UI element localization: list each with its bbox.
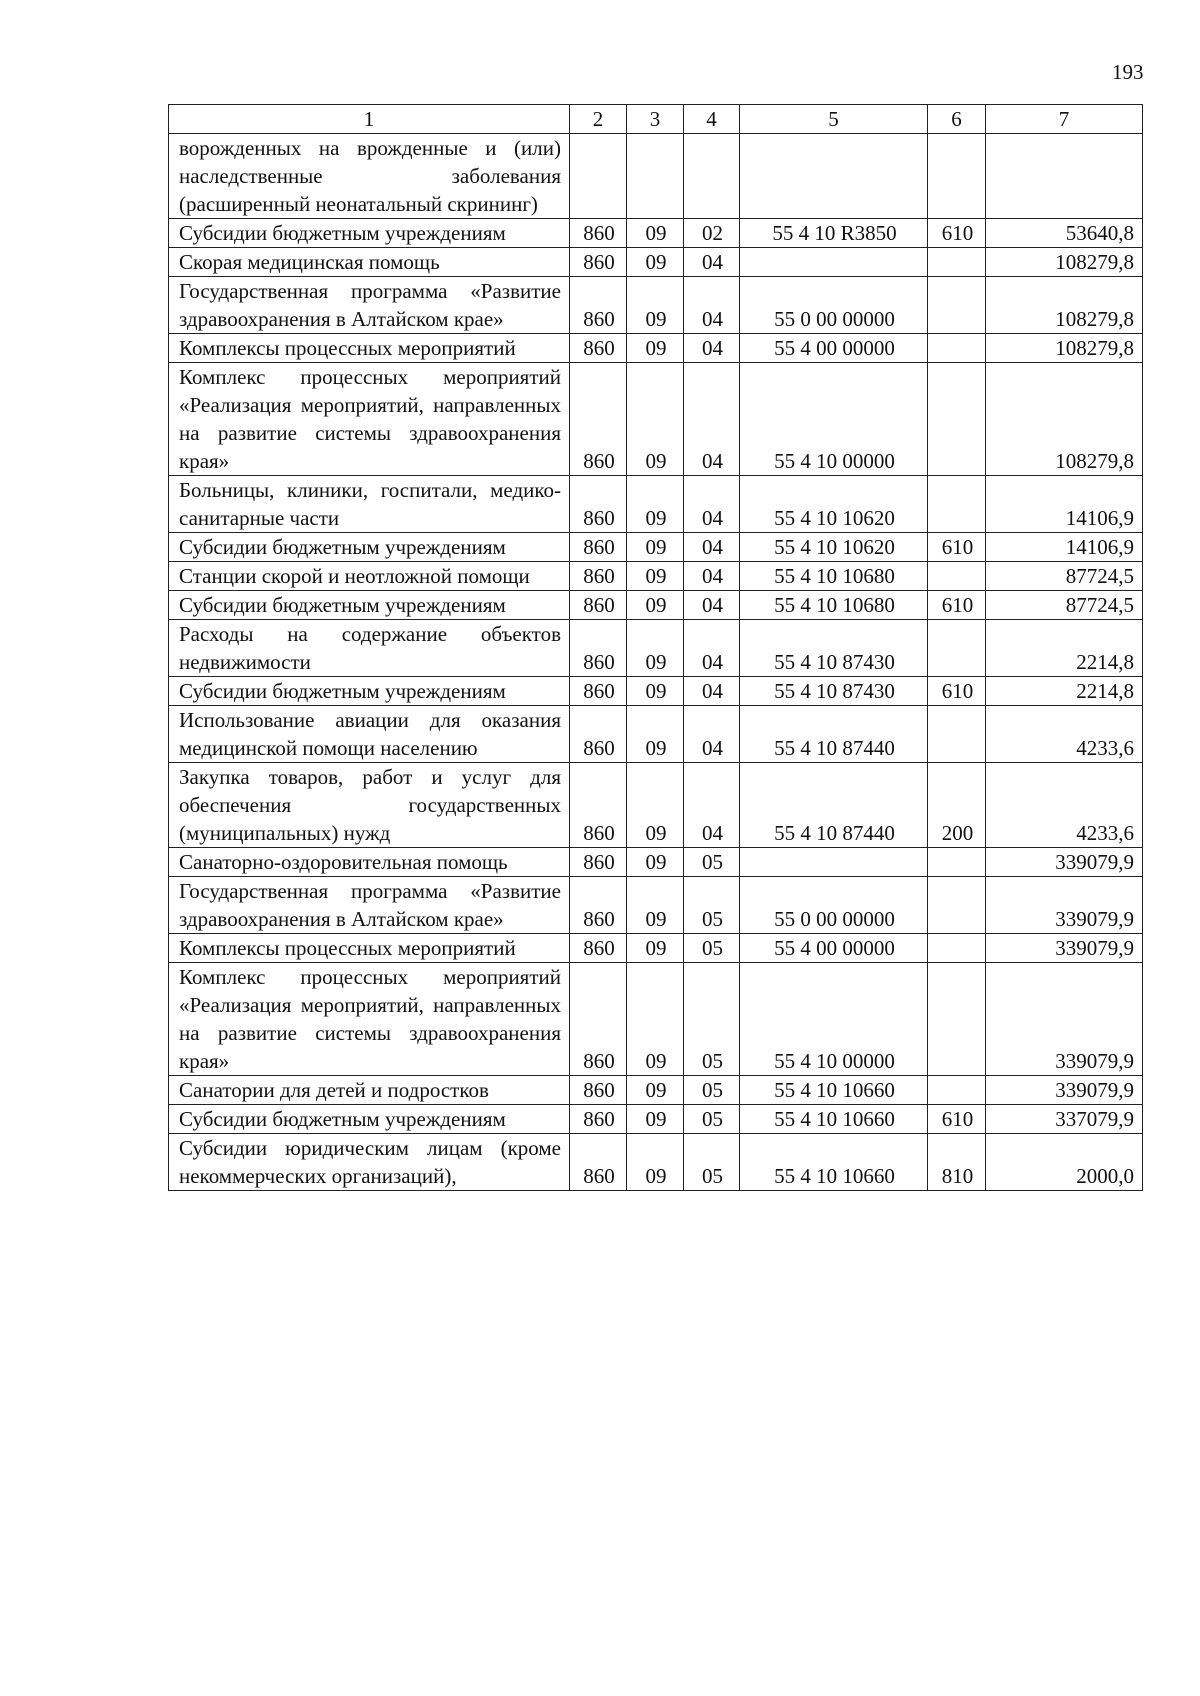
header-col-1: 1 <box>169 105 570 134</box>
row-expense-type <box>928 277 986 334</box>
table-row <box>169 620 1143 677</box>
row-subsection: 04 <box>684 363 740 476</box>
row-section: 09 <box>627 277 684 334</box>
header-col-6: 6 <box>928 105 986 134</box>
row-expense-type <box>928 476 986 533</box>
table-row <box>169 476 1143 533</box>
row-section: 09 <box>627 934 684 963</box>
row-admin-code: 860 <box>570 248 627 277</box>
row-amount: 339079,9 <box>986 963 1143 1076</box>
table-row <box>169 763 1143 848</box>
page-number: 193 <box>1112 60 1144 84</box>
row-subsection: 05 <box>684 877 740 934</box>
row-name: Комплексы процессных мероприятий <box>169 934 570 963</box>
row-name: Больницы, клиники, госпитали, медико-санитарные части <box>169 476 570 533</box>
row-expense-type: 810 <box>928 1134 986 1191</box>
table-body <box>169 134 1143 1191</box>
header-row <box>169 105 1143 134</box>
row-section: 09 <box>627 1076 684 1105</box>
row-name: Комплекс процессных мероприятий «Реализация мероприятий, направленных на развитие системы здравоохранения края» <box>169 963 570 1076</box>
row-admin-code: 860 <box>570 877 627 934</box>
row-admin-code: 860 <box>570 934 627 963</box>
row-admin-code: 860 <box>570 562 627 591</box>
row-subsection: 05 <box>684 1105 740 1134</box>
row-name: Государственная программа «Развитие здравоохранения в Алтайском крае» <box>169 877 570 934</box>
row-target-item: 55 4 10 10660 <box>740 1076 928 1105</box>
row-admin-code: 860 <box>570 706 627 763</box>
row-target-item: 55 4 10 R3850 <box>740 219 928 248</box>
row-amount: 108279,8 <box>986 363 1143 476</box>
row-target-item: 55 4 10 00000 <box>740 963 928 1076</box>
row-name: Расходы на содержание объектов недвижимости <box>169 620 570 677</box>
header-col-4: 4 <box>684 105 740 134</box>
row-subsection: 04 <box>684 677 740 706</box>
row-subsection: 04 <box>684 562 740 591</box>
row-amount: 2214,8 <box>986 677 1143 706</box>
row-target-item: 55 4 10 10660 <box>740 1134 928 1191</box>
row-target-item: 55 4 10 87440 <box>740 706 928 763</box>
row-expense-type <box>928 877 986 934</box>
header-col-3: 3 <box>627 105 684 134</box>
row-amount <box>986 134 1143 219</box>
row-name: Скорая медицинская помощь <box>169 248 570 277</box>
row-amount: 108279,8 <box>986 277 1143 334</box>
row-amount: 108279,8 <box>986 248 1143 277</box>
header-col-5: 5 <box>740 105 928 134</box>
table-row <box>169 1105 1143 1134</box>
row-subsection: 04 <box>684 706 740 763</box>
table-row <box>169 706 1143 763</box>
row-subsection: 04 <box>684 620 740 677</box>
row-target-item: 55 4 10 10680 <box>740 562 928 591</box>
row-name: Санатории для детей и подростков <box>169 1076 570 1105</box>
table-row <box>169 134 1143 219</box>
table-row <box>169 219 1143 248</box>
row-target-item: 55 4 10 10660 <box>740 1105 928 1134</box>
row-name: Использование авиации для оказания медицинской помощи населению <box>169 706 570 763</box>
row-admin-code: 860 <box>570 476 627 533</box>
row-admin-code: 860 <box>570 1105 627 1134</box>
row-amount: 339079,9 <box>986 934 1143 963</box>
row-amount: 87724,5 <box>986 591 1143 620</box>
table-row <box>169 591 1143 620</box>
row-amount: 2000,0 <box>986 1134 1143 1191</box>
row-section: 09 <box>627 363 684 476</box>
row-subsection: 05 <box>684 963 740 1076</box>
row-amount: 339079,9 <box>986 848 1143 877</box>
row-subsection: 04 <box>684 277 740 334</box>
row-expense-type <box>928 706 986 763</box>
row-target-item: 55 4 10 10620 <box>740 533 928 562</box>
row-section: 09 <box>627 763 684 848</box>
row-name: Субсидии бюджетным учреждениям <box>169 1105 570 1134</box>
header-col-2: 2 <box>570 105 627 134</box>
table-row <box>169 848 1143 877</box>
row-section <box>627 134 684 219</box>
row-admin-code: 860 <box>570 277 627 334</box>
row-expense-type <box>928 620 986 677</box>
row-admin-code: 860 <box>570 219 627 248</box>
row-target-item: 55 4 10 10680 <box>740 591 928 620</box>
row-expense-type <box>928 963 986 1076</box>
row-name: Комплексы процессных мероприятий <box>169 334 570 363</box>
row-amount: 4233,6 <box>986 706 1143 763</box>
row-admin-code: 860 <box>570 1076 627 1105</box>
table-row <box>169 877 1143 934</box>
row-section: 09 <box>627 620 684 677</box>
row-admin-code: 860 <box>570 763 627 848</box>
row-section: 09 <box>627 848 684 877</box>
row-target-item: 55 4 10 87430 <box>740 677 928 706</box>
row-section: 09 <box>627 1134 684 1191</box>
row-name: Санаторно-оздоровительная помощь <box>169 848 570 877</box>
row-subsection <box>684 134 740 219</box>
row-amount: 339079,9 <box>986 877 1143 934</box>
row-expense-type <box>928 934 986 963</box>
row-section: 09 <box>627 706 684 763</box>
row-expense-type <box>928 134 986 219</box>
row-section: 09 <box>627 677 684 706</box>
row-admin-code: 860 <box>570 591 627 620</box>
row-name: Станции скорой и неотложной помощи <box>169 562 570 591</box>
row-amount: 87724,5 <box>986 562 1143 591</box>
row-subsection: 05 <box>684 1076 740 1105</box>
row-expense-type <box>928 363 986 476</box>
row-subsection: 04 <box>684 476 740 533</box>
row-admin-code: 860 <box>570 533 627 562</box>
row-section: 09 <box>627 219 684 248</box>
row-expense-type <box>928 848 986 877</box>
table-row <box>169 363 1143 476</box>
row-admin-code: 860 <box>570 363 627 476</box>
table-row <box>169 334 1143 363</box>
row-admin-code: 860 <box>570 1134 627 1191</box>
row-section: 09 <box>627 562 684 591</box>
row-expense-type <box>928 1076 986 1105</box>
table-row <box>169 1076 1143 1105</box>
row-expense-type <box>928 248 986 277</box>
table-row <box>169 677 1143 706</box>
row-target-item: 55 0 00 00000 <box>740 877 928 934</box>
row-section: 09 <box>627 334 684 363</box>
row-expense-type: 610 <box>928 591 986 620</box>
row-name: Субсидии бюджетным учреждениям <box>169 677 570 706</box>
row-amount: 108279,8 <box>986 334 1143 363</box>
row-subsection: 04 <box>684 763 740 848</box>
row-target-item: 55 4 00 00000 <box>740 934 928 963</box>
table-row <box>169 248 1143 277</box>
row-target-item <box>740 248 928 277</box>
row-name: Субсидии бюджетным учреждениям <box>169 591 570 620</box>
row-admin-code: 860 <box>570 620 627 677</box>
row-target-item <box>740 848 928 877</box>
row-target-item: 55 4 10 00000 <box>740 363 928 476</box>
row-target-item: 55 0 00 00000 <box>740 277 928 334</box>
row-admin-code: 860 <box>570 963 627 1076</box>
row-name: Субсидии бюджетным учреждениям <box>169 533 570 562</box>
row-amount: 4233,6 <box>986 763 1143 848</box>
row-subsection: 05 <box>684 1134 740 1191</box>
row-admin-code: 860 <box>570 677 627 706</box>
table-row <box>169 934 1143 963</box>
row-subsection: 04 <box>684 533 740 562</box>
row-expense-type: 610 <box>928 533 986 562</box>
row-amount: 2214,8 <box>986 620 1143 677</box>
row-target-item: 55 4 10 87430 <box>740 620 928 677</box>
table-row <box>169 562 1143 591</box>
row-section: 09 <box>627 1105 684 1134</box>
row-expense-type: 610 <box>928 677 986 706</box>
row-amount: 14106,9 <box>986 476 1143 533</box>
row-amount: 339079,9 <box>986 1076 1143 1105</box>
table-header <box>169 105 1143 134</box>
row-admin-code: 860 <box>570 848 627 877</box>
row-subsection: 04 <box>684 334 740 363</box>
row-name: Государственная программа «Развитие здравоохранения в Алтайском крае» <box>169 277 570 334</box>
row-amount: 337079,9 <box>986 1105 1143 1134</box>
row-subsection: 05 <box>684 934 740 963</box>
row-section: 09 <box>627 248 684 277</box>
table-row <box>169 277 1143 334</box>
row-target-item: 55 4 10 10620 <box>740 476 928 533</box>
row-name: Субсидии бюджетным учреждениям <box>169 219 570 248</box>
row-admin-code: 860 <box>570 334 627 363</box>
row-expense-type: 200 <box>928 763 986 848</box>
row-amount: 53640,8 <box>986 219 1143 248</box>
row-section: 09 <box>627 877 684 934</box>
row-admin-code <box>570 134 627 219</box>
row-name: ворожденных на врожденные и (или) наследственные заболевания (расширенный неонатальный скрининг) <box>169 134 570 219</box>
row-section: 09 <box>627 963 684 1076</box>
table-row <box>169 533 1143 562</box>
row-name: Субсидии юридическим лицам (кроме некоммерческих организаций), <box>169 1134 570 1191</box>
table-row <box>169 1134 1143 1191</box>
row-expense-type: 610 <box>928 219 986 248</box>
header-col-7: 7 <box>986 105 1143 134</box>
table-row <box>169 963 1143 1076</box>
row-name: Комплекс процессных мероприятий «Реализация мероприятий, направленных на развитие системы здравоохранения края» <box>169 363 570 476</box>
row-target-item: 55 4 10 87440 <box>740 763 928 848</box>
row-expense-type <box>928 334 986 363</box>
row-subsection: 05 <box>684 848 740 877</box>
budget-table <box>168 104 1143 1191</box>
row-name: Закупка товаров, работ и услуг для обеспечения государственных (муниципальных) нужд <box>169 763 570 848</box>
row-subsection: 04 <box>684 248 740 277</box>
row-expense-type <box>928 562 986 591</box>
row-section: 09 <box>627 533 684 562</box>
row-section: 09 <box>627 476 684 533</box>
row-expense-type: 610 <box>928 1105 986 1134</box>
row-subsection: 04 <box>684 591 740 620</box>
row-amount: 14106,9 <box>986 533 1143 562</box>
row-target-item <box>740 134 928 219</box>
row-subsection: 02 <box>684 219 740 248</box>
row-section: 09 <box>627 591 684 620</box>
row-target-item: 55 4 00 00000 <box>740 334 928 363</box>
